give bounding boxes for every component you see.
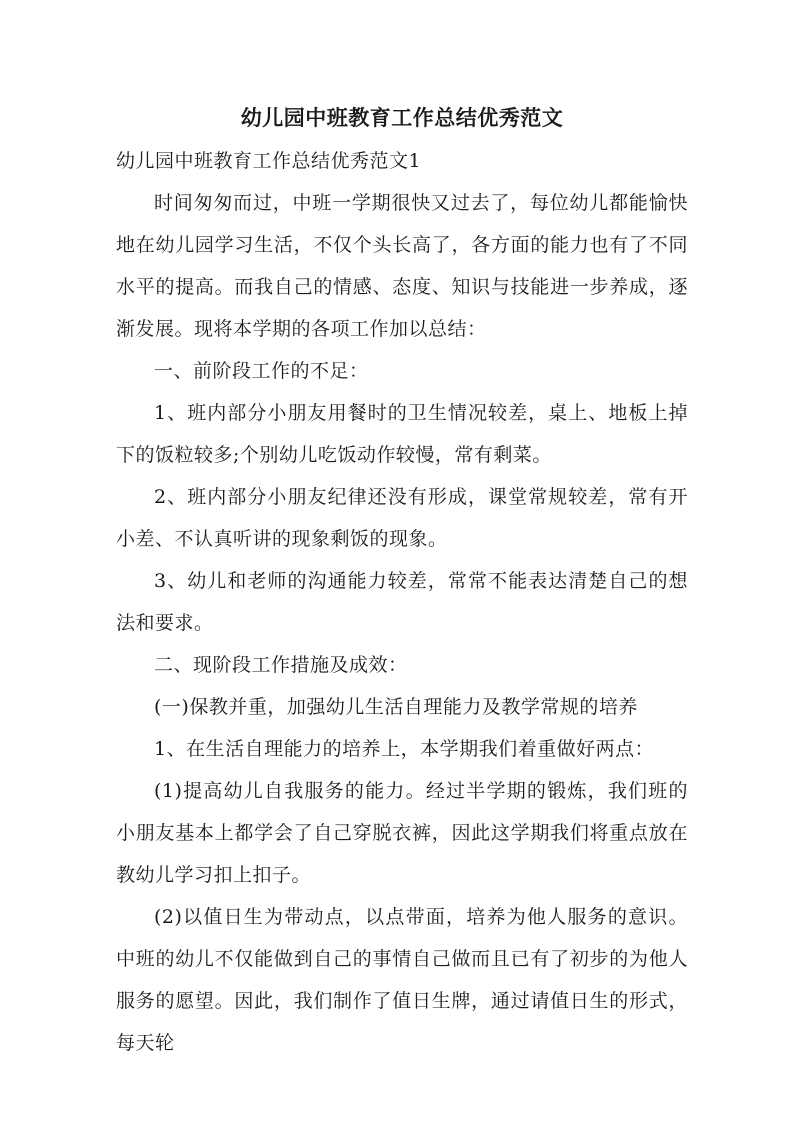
section-heading-1: 一、前阶段工作的不足： (154, 360, 369, 382)
paragraph-item-2: 2、班内部分小朋友纪律还没有形成，课堂常规较差，常有开小差、不认真听讲的现象剩饭的现象。 (116, 486, 688, 550)
document-title: 幼儿园中班教育工作总结优秀范文 (240, 106, 564, 130)
paragraph-item-3: 3、幼儿和老师的沟通能力较差，常常不能表达清楚自己的想法和要求。 (116, 570, 688, 634)
section-heading-2: 二、现阶段工作措施及成效： (154, 654, 408, 676)
paragraph-duty-student: (2)以值日生为带动点，以点带面，培养为他人服务的意识。中班的幼儿不仅能做到自己的事情自己做而且已有了初步的为他人服务的愿望。因此，我们制作了值日生牌，通过请值日生的形式，每天轮 (116, 906, 688, 1054)
paragraph-item-1: 1、班内部分小朋友用餐时的卫生情况较差，桌上、地板上掉下的饭粒较多;个别幼儿吃饭动作较慢，常有剩菜。 (116, 402, 688, 466)
subsection-heading-1: (一)保教并重，加强幼儿生活自理能力及教学常规的培养 (154, 696, 638, 718)
paragraph-self-care: 1、在生活自理能力的培养上，本学期我们着重做好两点： (154, 738, 655, 760)
document-subtitle: 幼儿园中班教育工作总结优秀范文1 (116, 150, 422, 172)
paragraph-intro: 时间匆匆而过，中班一学期很快又过去了，每位幼儿都能愉快地在幼儿园学习生活，不仅个头长高了，各方面的能力也有了不同水平的提高。而我自己的情感、态度、知识与技能进一步养成，逐渐发展。现将本学期的各项工作加以总结： (116, 192, 688, 340)
document-page (116, 100, 688, 1064)
paragraph-self-service: (1)提高幼儿自我服务的能力。经过半学期的锻炼，我们班的小朋友基本上都学会了自己穿脱衣裤，因此这学期我们将重点放在教幼儿学习扣上扣子。 (116, 780, 688, 886)
